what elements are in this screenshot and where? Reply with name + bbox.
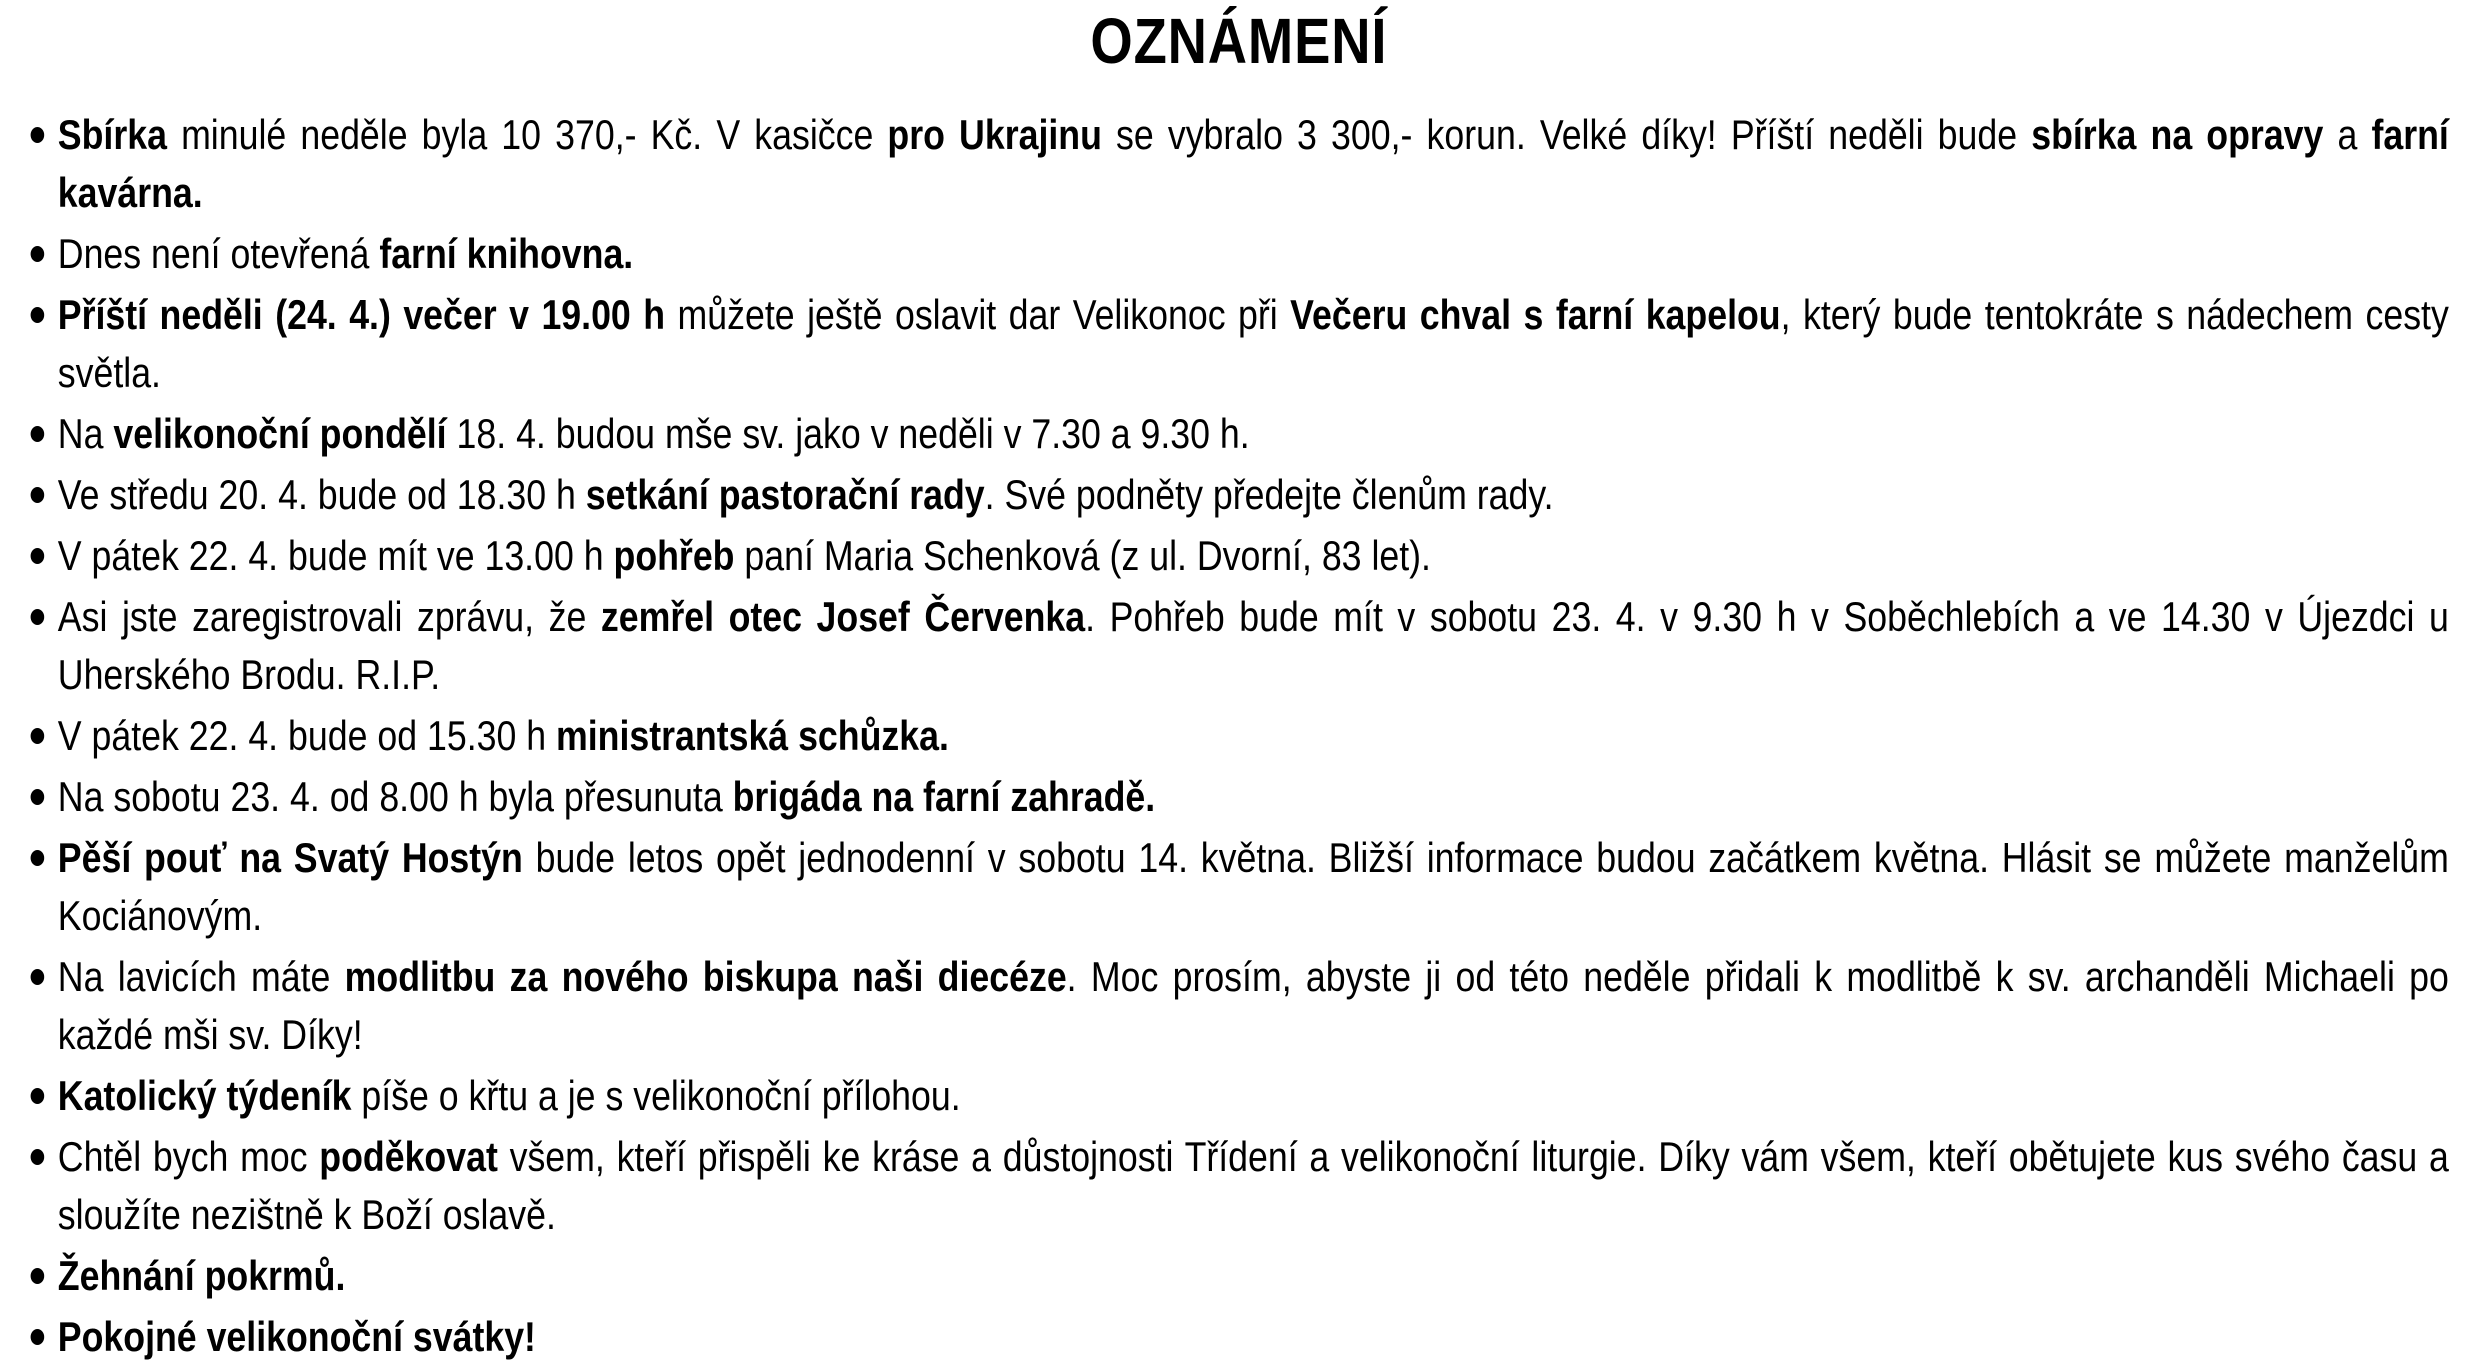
announcement-item <box>29 1308 2449 1366</box>
bullet-icon <box>31 969 45 985</box>
text-run: V pátek 22. 4. bude od 15.30 h <box>57 712 557 760</box>
text-run: Asi jste zaregistrovali zprávu, že <box>57 593 601 641</box>
bullet-icon <box>31 1149 45 1165</box>
bullet-icon <box>31 609 45 625</box>
announcement-text <box>58 712 949 759</box>
text-run: . Moc prosím, abyste ji od této neděle přidali k modlitbě k sv. archanděli Michaeli po každé mši sv. Díky! <box>57 953 2449 1059</box>
bullet-icon <box>31 728 45 744</box>
announcement-item <box>29 405 2449 463</box>
announcement-text <box>58 471 1554 518</box>
text-run: paní Maria Schenková (z ul. Dvorní, 83 let). <box>734 532 1431 580</box>
announcement-text <box>58 410 1250 457</box>
announcement-item <box>29 286 2449 402</box>
text-run: všem, kteří přispěli ke kráse a důstojnosti Třídení a velikonoční liturgie. Díky vám všem, kteří obětujete kus svého času a sloužíte nezištně k Boží oslavě. <box>57 1133 2449 1239</box>
bold-text-run: Příští neděli (24. 4.) večer v 19.00 h <box>57 291 666 339</box>
bullet-icon <box>31 426 45 442</box>
bold-text-run: poděkovat <box>319 1133 498 1181</box>
announcement-item <box>29 527 2449 585</box>
announcement-text <box>58 291 2449 396</box>
bold-text-run: ministrantská schůzka. <box>556 712 949 760</box>
bullet-icon <box>31 548 45 564</box>
text-run: píše o křtu a je s velikonoční přílohou. <box>351 1072 961 1120</box>
text-run: minulé neděle byla 10 370,- Kč. V kasičce <box>166 111 888 159</box>
text-run: Dnes není otevřená <box>57 230 380 278</box>
text-run: Na <box>57 410 114 458</box>
announcement-item <box>29 948 2449 1064</box>
bullet-icon <box>31 1268 45 1284</box>
text-run: , který bude tentokráte s nádechem cesty světla. <box>57 291 2449 397</box>
announcement-item <box>29 466 2449 524</box>
bold-text-run: sbírka na opravy <box>2031 111 2324 159</box>
bold-text-run: Žehnání pokrmů. <box>57 1252 346 1300</box>
bullet-icon <box>31 307 45 323</box>
text-run: a <box>2323 111 2372 159</box>
page-title: OZNÁMENÍ <box>1090 5 1388 77</box>
text-run: Na lavicích máte <box>57 953 345 1001</box>
announcement-text <box>58 230 633 277</box>
announcement-text <box>58 773 1155 820</box>
bold-text-run: farní kavárna. <box>57 111 2449 217</box>
announcement-list <box>29 106 2449 1366</box>
announcement-text <box>58 1072 961 1119</box>
text-run: se vybralo 3 300,- korun. Velké díky! Příští neděli bude <box>1101 111 2032 159</box>
bold-text-run: velikonoční pondělí <box>113 410 447 458</box>
text-run: Ve středu 20. 4. bude od 18.30 h <box>57 471 586 519</box>
text-run: . Své podněty předejte členům rady. <box>984 471 1554 519</box>
announcement-item <box>29 1067 2449 1125</box>
announcement-text <box>58 834 2449 939</box>
text-run: bude letos opět jednodenní v sobotu 14. května. Bližší informace budou začátkem května. Hlásit se můžete manželům Kociánovým. <box>57 834 2449 940</box>
bold-text-run: modlitbu za nového biskupa naši diecéze <box>344 953 1067 1001</box>
announcement-text <box>58 593 2449 698</box>
announcement-text <box>58 532 1431 579</box>
text-run: Na sobotu 23. 4. od 8.00 h byla přesunuta <box>57 773 733 821</box>
text-run: můžete ještě oslavit dar Velikonoc při <box>665 291 1291 339</box>
bold-text-run: Večeru chval s farní kapelou <box>1290 291 1781 339</box>
announcement-item <box>29 707 2449 765</box>
announcement-item <box>29 106 2449 222</box>
bold-text-run: Pěší pouť na Svatý Hostýn <box>57 834 523 882</box>
announcement-text <box>58 1313 536 1360</box>
announcement-item <box>29 225 2449 283</box>
bullet-icon <box>31 127 45 143</box>
bullet-icon <box>31 246 45 262</box>
bullet-icon <box>31 487 45 503</box>
bullet-icon <box>31 1088 45 1104</box>
bullet-icon <box>31 789 45 805</box>
bold-text-run: Pokojné velikonoční svátky! <box>57 1313 536 1361</box>
bold-text-run: farní knihovna. <box>379 230 634 278</box>
announcement-text <box>58 1252 346 1299</box>
announcement-text <box>58 111 2449 216</box>
bold-text-run: pro Ukrajinu <box>887 111 1102 159</box>
announcement-item <box>29 588 2449 704</box>
text-run: . Pohřeb bude mít v sobotu 23. 4. v 9.30 h v Soběchlebích a ve 14.30 v Újezdci u Uherského Brodu. R.I.P. <box>57 593 2449 699</box>
announcement-text <box>58 953 2449 1058</box>
bold-text-run: Sbírka <box>57 111 167 159</box>
announcement-item <box>29 1247 2449 1305</box>
announcement-text <box>58 1133 2449 1238</box>
bullet-icon <box>31 850 45 866</box>
bold-text-run: setkání pastorační rady <box>585 471 985 519</box>
text-run: V pátek 22. 4. bude mít ve 13.00 h <box>57 532 614 580</box>
announcement-item <box>29 768 2449 826</box>
bold-text-run: brigáda na farní zahradě. <box>732 773 1156 821</box>
bold-text-run: pohřeb <box>613 532 735 580</box>
bold-text-run: Katolický týdeník <box>57 1072 352 1120</box>
bold-text-run: zemřel otec Josef Červenka <box>600 593 1086 641</box>
text-run: Chtěl bych moc <box>57 1133 320 1181</box>
announcement-item <box>29 1128 2449 1244</box>
text-run: 18. 4. budou mše sv. jako v neděli v 7.30 a 9.30 h. <box>446 410 1250 458</box>
bullet-icon <box>31 1329 45 1345</box>
announcement-item <box>29 829 2449 945</box>
